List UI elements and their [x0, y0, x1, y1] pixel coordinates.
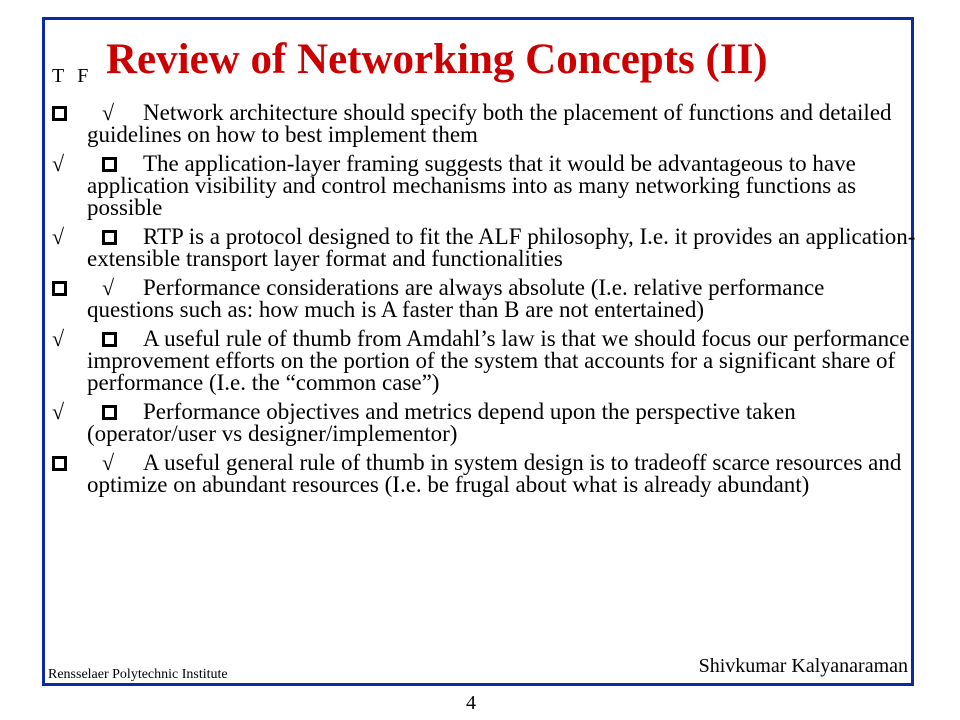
true-false-marks [52, 277, 142, 299]
checkbox-icon [102, 328, 117, 350]
institution-footer: Rensselaer Polytechnic Institute [48, 667, 228, 682]
checkmark-icon: √ [52, 399, 65, 424]
statement-text: Performance considerations are always absolute (I.e. relative performance questions such as: how much is A faster than B are not entertained) [87, 275, 825, 322]
page-number: 4 [466, 692, 476, 714]
statement-item [52, 153, 916, 219]
true-false-marks [52, 452, 142, 474]
checkmark-icon: √ [52, 151, 65, 176]
true-false-marks [52, 102, 142, 124]
checkmark-icon: √ [102, 100, 115, 125]
author-footer: Shivkumar Kalyanaraman [698, 655, 908, 677]
statement-text: RTP is a protocol designed to fit the ALF philosophy, I.e. it provides an application-extensible transport layer format and functionalities [87, 224, 916, 271]
true-false-header [52, 66, 94, 86]
false-column-label: F [77, 65, 91, 87]
statement-item [52, 452, 916, 496]
statement-text: Network architecture should specify both the placement of functions and detailed guidelines on how to best implement them [87, 100, 892, 147]
statement-text: A useful general rule of thumb in system design is to tradeoff scarce resources and optimize on abundant resources (I.e. be frugal about what is already abundant) [87, 450, 902, 497]
checkbox-icon [102, 153, 117, 175]
checkbox-icon [102, 226, 117, 248]
true-false-marks [52, 226, 142, 248]
checkmark-icon: √ [52, 326, 65, 351]
checkmark-icon: √ [102, 450, 115, 475]
checkbox-icon [52, 277, 67, 299]
true-false-marks [52, 153, 142, 175]
checkbox-icon [52, 102, 67, 124]
checkbox-icon [52, 452, 67, 474]
checkmark-icon: √ [102, 275, 115, 300]
statement-item [52, 226, 916, 270]
statement-text: The application-layer framing suggests that it would be advantageous to have application visibility and control mechanisms into as many networking functions as possible [87, 151, 857, 220]
statement-text: A useful rule of thumb from Amdahl’s law is that we should focus our performance improvement efforts on the portion of the system that accounts for a significant share of performance (I.e. the “common case”) [87, 326, 910, 395]
slide-title: Review of Networking Concepts (II) [106, 36, 768, 83]
checkmark-icon: √ [52, 224, 65, 249]
true-false-marks [52, 401, 142, 423]
statement-item [52, 277, 916, 321]
true-false-marks [52, 328, 142, 350]
statement-text: Performance objectives and metrics depend upon the perspective taken (operator/user vs designer/implementor) [87, 399, 796, 446]
statement-item [52, 328, 916, 394]
statement-item [52, 401, 916, 445]
true-column-label: T [52, 65, 67, 87]
statement-item [52, 102, 916, 146]
checkbox-icon [102, 401, 117, 423]
statement-list [52, 102, 916, 503]
